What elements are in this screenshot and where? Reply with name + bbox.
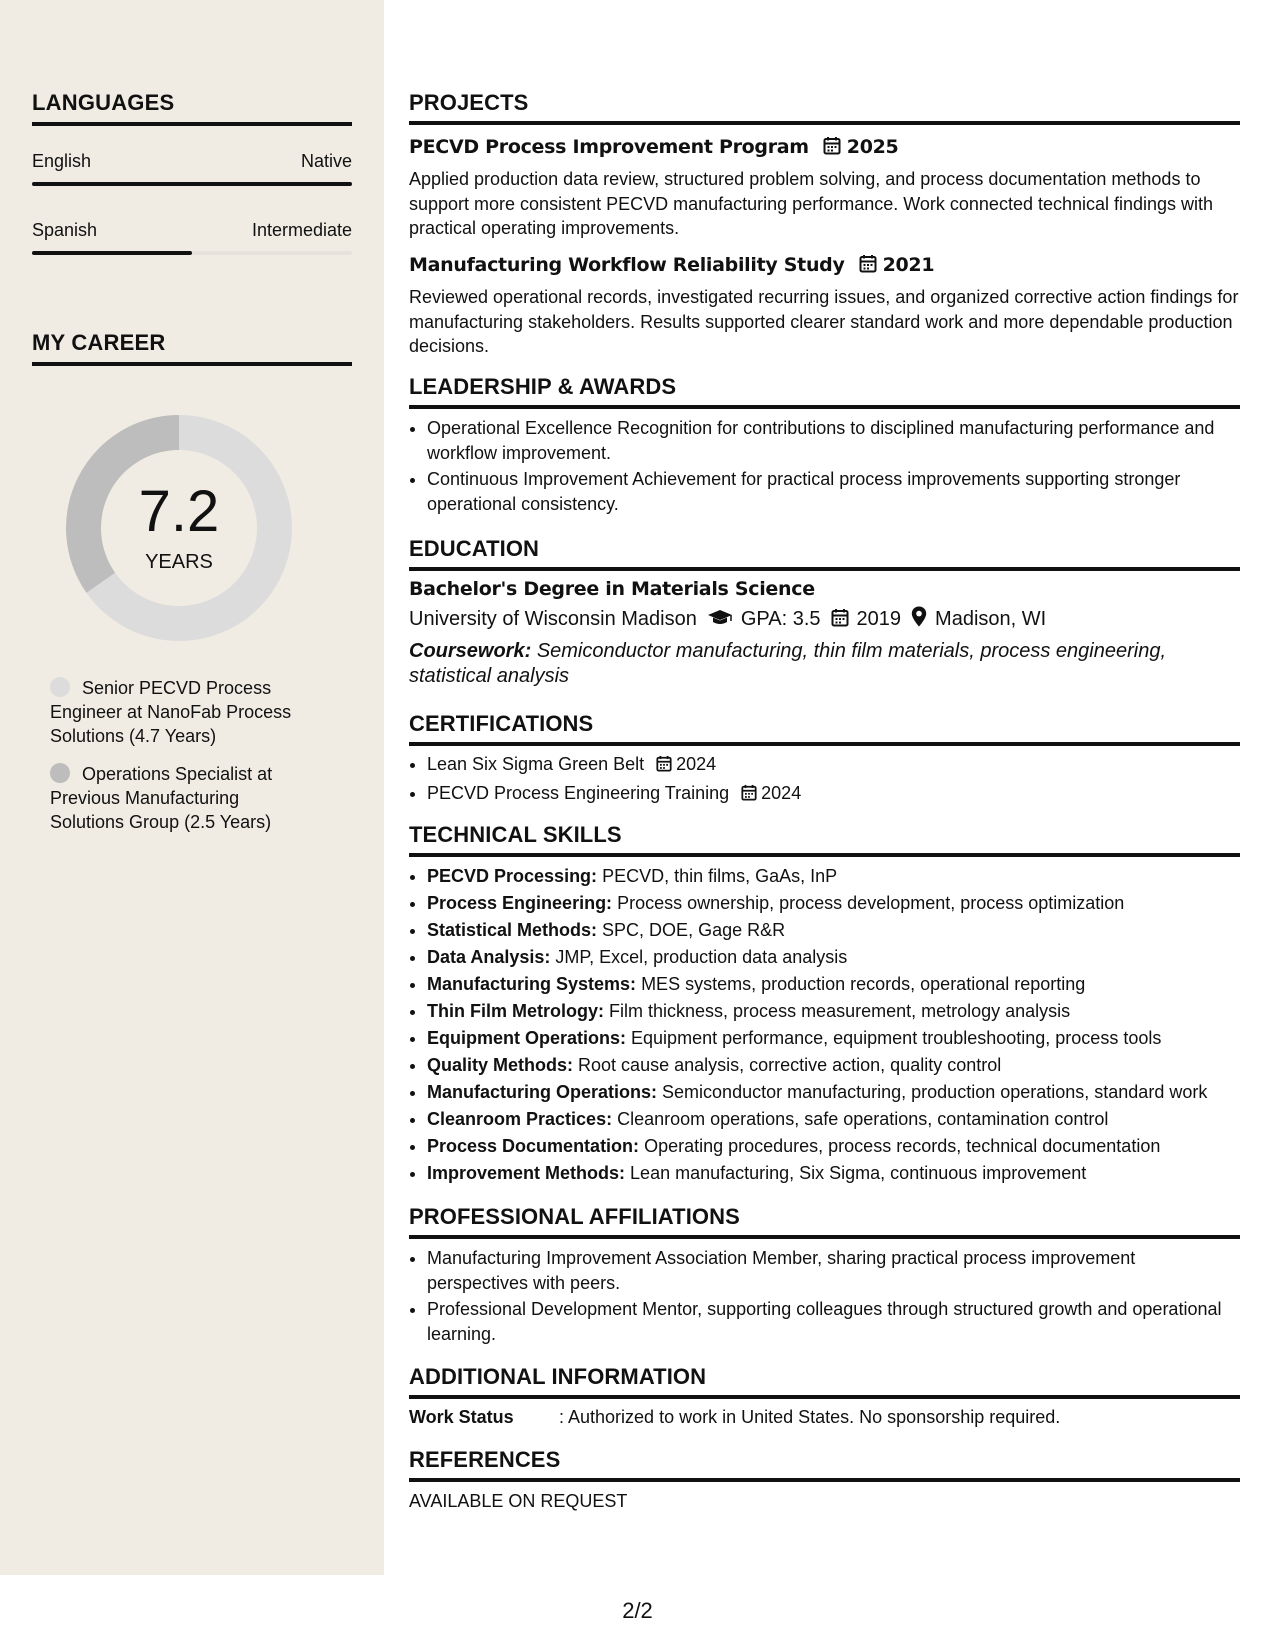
skill-item <box>427 1026 1240 1051</box>
project-item <box>409 136 1240 241</box>
skill-value: SPC, DOE, Gage R&R <box>602 920 786 940</box>
education-coursework <box>409 639 1240 689</box>
affiliations-heading: PROFESSIONAL AFFILIATIONS <box>409 1204 1240 1239</box>
education-location: Madison, WI <box>935 608 1047 630</box>
education-school: University of Wisconsin Madison <box>409 608 697 630</box>
skill-value: Equipment performance, equipment troubleshooting, process tools <box>631 1028 1162 1048</box>
language-proficiency-bar <box>32 251 352 255</box>
skill-label: Thin Film Metrology: <box>427 1001 604 1021</box>
skill-value: Root cause analysis, corrective action, quality control <box>578 1055 1002 1075</box>
career-item-text: Operations Specialist at Previous Manufacturing Solutions Group (2.5 Years) <box>50 764 273 832</box>
work-status-label: Work Status <box>409 1407 514 1427</box>
career-legend-dot <box>50 677 70 697</box>
language-proficiency-bar <box>32 182 352 186</box>
certification-name: Lean Six Sigma Green Belt <box>427 754 645 774</box>
education-year: 2019 <box>856 608 902 630</box>
career-item <box>50 676 310 748</box>
career-donut-chart <box>66 415 292 641</box>
skill-value: PECVD, thin films, GaAs, InP <box>602 866 838 886</box>
language-name: Spanish <box>32 220 98 240</box>
leadership-item: • Operational Excellence Recognition for contributions to disciplined manufacturing performance and workflow improvement. <box>427 416 1240 465</box>
coursework-label: Coursework: <box>409 640 532 662</box>
coursework-text: Semiconductor manufacturing, thin film materials, process engineering, statistical analysis <box>409 640 1167 687</box>
language-spanish <box>32 220 352 255</box>
skill-item <box>427 1134 1240 1159</box>
project-item <box>409 254 1240 359</box>
location-pin-icon <box>911 606 927 633</box>
project-title: PECVD Process Improvement Program <box>409 136 809 158</box>
skills-heading: TECHNICAL SKILLS <box>409 822 1240 857</box>
additional-info-heading: ADDITIONAL INFORMATION <box>409 1364 1240 1399</box>
page-number: 2/2 <box>622 1598 653 1623</box>
skill-label: Improvement Methods: <box>427 1163 626 1183</box>
education-gpa: GPA: 3.5 <box>740 608 821 630</box>
skills-list <box>409 864 1240 1188</box>
language-level: Native <box>300 151 352 171</box>
skill-label: Data Analysis: <box>427 947 551 967</box>
project-year: 2025 <box>846 136 899 158</box>
education-degree: Bachelor's Degree in Materials Science <box>409 578 815 600</box>
project-year: 2021 <box>882 254 935 276</box>
skill-item <box>427 1161 1240 1186</box>
references-heading: REFERENCES <box>409 1447 1240 1482</box>
calendar-icon <box>831 608 849 633</box>
work-status-row <box>409 1407 1240 1428</box>
skill-item <box>427 945 1240 970</box>
skill-value: Semiconductor manufacturing, production operations, standard work <box>662 1082 1208 1102</box>
career-item-text: Senior PECVD Process Engineer at NanoFab Process Solutions (4.7 Years) <box>50 678 292 746</box>
career-total-years: 7.2 <box>138 479 220 544</box>
skill-value: Film thickness, process measurement, metrology analysis <box>609 1001 1071 1021</box>
skill-value: Cleanroom operations, safe operations, contamination control <box>617 1109 1109 1129</box>
skill-value: Process ownership, process development, process optimization <box>617 893 1125 913</box>
projects-heading: PROJECTS <box>409 90 1240 125</box>
certification-item <box>427 781 1240 808</box>
skill-label: Statistical Methods: <box>427 920 598 940</box>
skill-item <box>427 864 1240 889</box>
calendar-icon <box>859 254 877 278</box>
graduation-cap-icon <box>707 609 733 633</box>
skill-label: Cleanroom Practices: <box>427 1109 613 1129</box>
certification-year: 2024 <box>761 783 802 803</box>
skill-item <box>427 1053 1240 1078</box>
language-proficiency-fill <box>32 182 352 186</box>
calendar-icon <box>741 783 757 808</box>
skill-label: Quality Methods: <box>427 1055 574 1075</box>
calendar-icon <box>656 754 672 779</box>
project-title-row <box>409 254 1240 278</box>
certification-item <box>427 752 1240 779</box>
career-total-label: YEARS <box>145 551 213 573</box>
career-legend-dot <box>50 763 70 783</box>
references-text: AVAILABLE ON REQUEST <box>409 1491 628 1511</box>
skill-label: PECVD Processing: <box>427 866 598 886</box>
calendar-icon <box>823 136 841 160</box>
project-description: Applied production data review, structured problem solving, and process documentation methods to support more consistent PECVD manufacturing performance. Work connected technical findings with practical operating improvements. <box>409 169 1214 238</box>
skill-item <box>427 1107 1240 1132</box>
skill-value: Operating procedures, process records, technical documentation <box>644 1136 1161 1156</box>
skill-item <box>427 972 1240 997</box>
career-heading: MY CAREER <box>32 330 352 366</box>
education-meta <box>409 606 1240 633</box>
languages-heading: LANGUAGES <box>32 90 352 126</box>
project-title: Manufacturing Workflow Reliability Study <box>409 254 845 276</box>
certifications-list <box>409 752 1240 810</box>
leadership-item: • Continuous Improvement Achievement for practical process improvements supporting stronger operational consistency. <box>427 467 1240 516</box>
skill-value: JMP, Excel, production data analysis <box>555 947 848 967</box>
language-level: Intermediate <box>251 220 352 240</box>
skill-label: Manufacturing Operations: <box>427 1082 658 1102</box>
sidebar <box>0 0 384 1575</box>
certifications-heading: CERTIFICATIONS <box>409 711 1240 746</box>
skill-item <box>427 1080 1240 1105</box>
skill-item <box>427 891 1240 916</box>
education-heading: EDUCATION <box>409 536 1240 571</box>
affiliation-item: • Professional Development Mentor, supporting colleagues through structured growth and operational learning. <box>427 1297 1240 1346</box>
skill-label: Process Documentation: <box>427 1136 640 1156</box>
certification-year: 2024 <box>676 754 717 774</box>
skill-value: Lean manufacturing, Six Sigma, continuous improvement <box>630 1163 1087 1183</box>
education-item <box>409 578 1240 689</box>
work-status-value: : Authorized to work in United States. No sponsorship required. <box>559 1407 1061 1427</box>
affiliation-item: • Manufacturing Improvement Association Member, sharing practical process improvement perspectives with peers. <box>427 1246 1240 1295</box>
language-name: English <box>32 151 92 171</box>
skill-label: Manufacturing Systems: <box>427 974 637 994</box>
language-proficiency-fill <box>32 251 192 255</box>
skill-label: Process Engineering: <box>427 893 613 913</box>
certification-name: PECVD Process Engineering Training <box>427 783 730 803</box>
skill-value: MES systems, production records, operational reporting <box>641 974 1086 994</box>
affiliations-list <box>409 1246 1240 1348</box>
skill-item <box>427 918 1240 943</box>
leadership-heading: LEADERSHIP & AWARDS <box>409 374 1240 409</box>
project-title-row <box>409 136 1240 160</box>
skill-label: Equipment Operations: <box>427 1028 627 1048</box>
skill-item <box>427 999 1240 1024</box>
language-english <box>32 151 352 186</box>
leadership-list <box>409 416 1240 518</box>
career-item <box>50 762 310 834</box>
project-description: Reviewed operational records, investigated recurring issues, and organized corrective action findings for manufacturing stakeholders. Results supported clearer standard work and more dependable production decisions. <box>409 287 1239 356</box>
